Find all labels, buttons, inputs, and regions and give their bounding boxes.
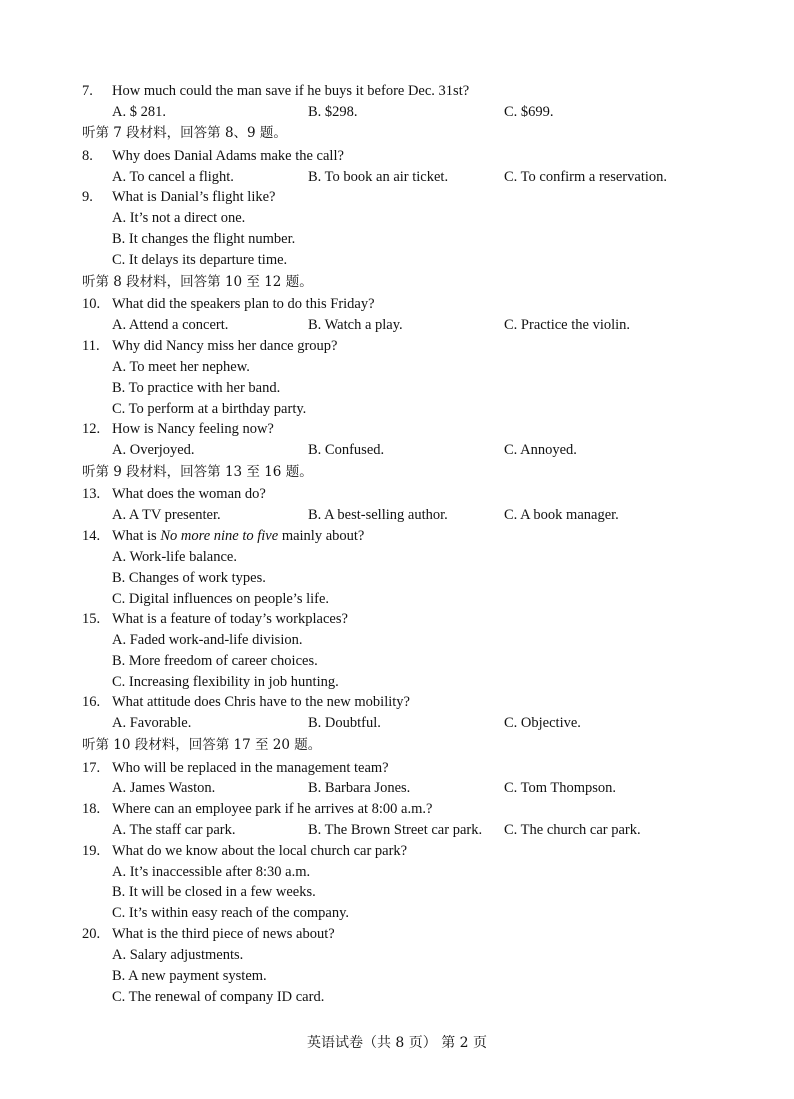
option-a: A. Salary adjustments.: [112, 947, 244, 963]
option-c: C. A book manager.: [504, 507, 619, 523]
option-a: A. Overjoyed.: [112, 442, 195, 458]
section-instruction: 听第 9 段材料，回答第 13 至 16 题。: [82, 464, 313, 480]
option-b: B. Changes of work types.: [112, 570, 266, 586]
option-a: A. Favorable.: [112, 715, 192, 731]
option-b: B. $298.: [308, 104, 358, 120]
question-text: What does the woman do?: [112, 486, 266, 502]
option-b: B. To practice with her band.: [112, 380, 281, 396]
option-c: C. $699.: [504, 104, 554, 120]
question-text: Where can an employee park if he arrives at 8:00 a.m.?: [112, 801, 433, 817]
question-number: 9.: [82, 189, 93, 205]
option-b: B. Confused.: [308, 442, 385, 458]
option-b: B. A best-selling author.: [308, 507, 448, 523]
option-c: C. To confirm a reservation.: [504, 169, 668, 185]
question-text: What did the speakers plan to do this Friday?: [112, 296, 375, 312]
option-c: C. To perform at a birthday party.: [112, 401, 307, 417]
option-a: A. Work-life balance.: [112, 549, 237, 565]
question-text: What attitude does Chris have to the new mobility?: [112, 694, 410, 710]
page-footer: 英语试卷（共 8 页） 第 2 页: [306, 1035, 488, 1051]
option-b: B. To book an air ticket.: [308, 169, 449, 185]
option-b: B. Watch a play.: [308, 317, 403, 333]
option-c: C. Objective.: [504, 715, 581, 731]
option-c: C. Annoyed.: [504, 442, 577, 458]
option-a: A. Attend a concert.: [112, 317, 229, 333]
option-b: B. It changes the flight number.: [112, 231, 296, 247]
question-text: What is a feature of today’s workplaces?: [112, 611, 348, 627]
question-number: 10.: [82, 296, 101, 312]
question-number: 18.: [82, 801, 101, 817]
option-c: C. Digital influences on people’s life.: [112, 591, 330, 607]
question-text: Why does Danial Adams make the call?: [112, 148, 344, 164]
option-a: A. It’s not a direct one.: [112, 210, 246, 226]
option-c: C. Practice the violin.: [504, 317, 631, 333]
option-a: A. To cancel a flight.: [112, 169, 234, 185]
option-c: C. The church car park.: [504, 822, 641, 838]
question-number: 20.: [82, 926, 101, 942]
program-title: No more nine to five: [160, 528, 279, 544]
question-number: 15.: [82, 611, 101, 627]
question-text: [112, 526, 364, 546]
question-text: What do we know about the local church car park?: [112, 843, 408, 859]
question-number: 13.: [82, 486, 101, 502]
option-c: C. The renewal of company ID card.: [112, 989, 325, 1005]
option-a: A. James Waston.: [112, 780, 216, 796]
option-c: C. It delays its departure time.: [112, 252, 288, 268]
section-instruction: 听第 7 段材料，回答第 8、9 题。: [82, 125, 287, 141]
question-number: 8.: [82, 148, 93, 164]
question-number: 12.: [82, 421, 101, 437]
question-number: 11.: [82, 338, 100, 354]
option-b: B. Doubtful.: [308, 715, 381, 731]
question-text: Why did Nancy miss her dance group?: [112, 338, 338, 354]
question-text: How much could the man save if he buys it before Dec. 31st?: [112, 83, 470, 99]
option-c: C. Tom Thompson.: [504, 780, 617, 796]
option-b: B. Barbara Jones.: [308, 780, 411, 796]
question-text: What is the third piece of news about?: [112, 926, 335, 942]
option-a: A. To meet her nephew.: [112, 359, 250, 375]
option-a: A. The staff car park.: [112, 822, 236, 838]
question-text: How is Nancy feeling now?: [112, 421, 274, 437]
question-text: Who will be replaced in the management team?: [112, 760, 389, 776]
option-a: A. Faded work-and-life division.: [112, 632, 303, 648]
option-b: B. A new payment system.: [112, 968, 267, 984]
section-instruction: 听第 10 段材料，回答第 17 至 20 题。: [82, 737, 322, 753]
option-b: B. It will be closed in a few weeks.: [112, 884, 316, 900]
question-number: 14.: [82, 528, 101, 544]
question-number: 16.: [82, 694, 101, 710]
option-b: B. The Brown Street car park.: [308, 822, 483, 838]
question-text-after: mainly about?: [278, 528, 365, 544]
option-a: A. A TV presenter.: [112, 507, 221, 523]
option-c: C. It’s within easy reach of the company.: [112, 905, 350, 921]
question-text-before: What is: [112, 528, 161, 544]
section-instruction: 听第 8 段材料，回答第 10 至 12 题。: [82, 274, 313, 290]
question-text: What is Danial’s flight like?: [112, 189, 276, 205]
option-a: A. $ 281.: [112, 104, 166, 120]
question-number: 17.: [82, 760, 101, 776]
option-c: C. Increasing flexibility in job hunting.: [112, 674, 339, 690]
question-number: 7.: [82, 83, 93, 99]
question-number: 19.: [82, 843, 101, 859]
option-b: B. More freedom of career choices.: [112, 653, 318, 669]
option-a: A. It’s inaccessible after 8:30 a.m.: [112, 864, 311, 880]
